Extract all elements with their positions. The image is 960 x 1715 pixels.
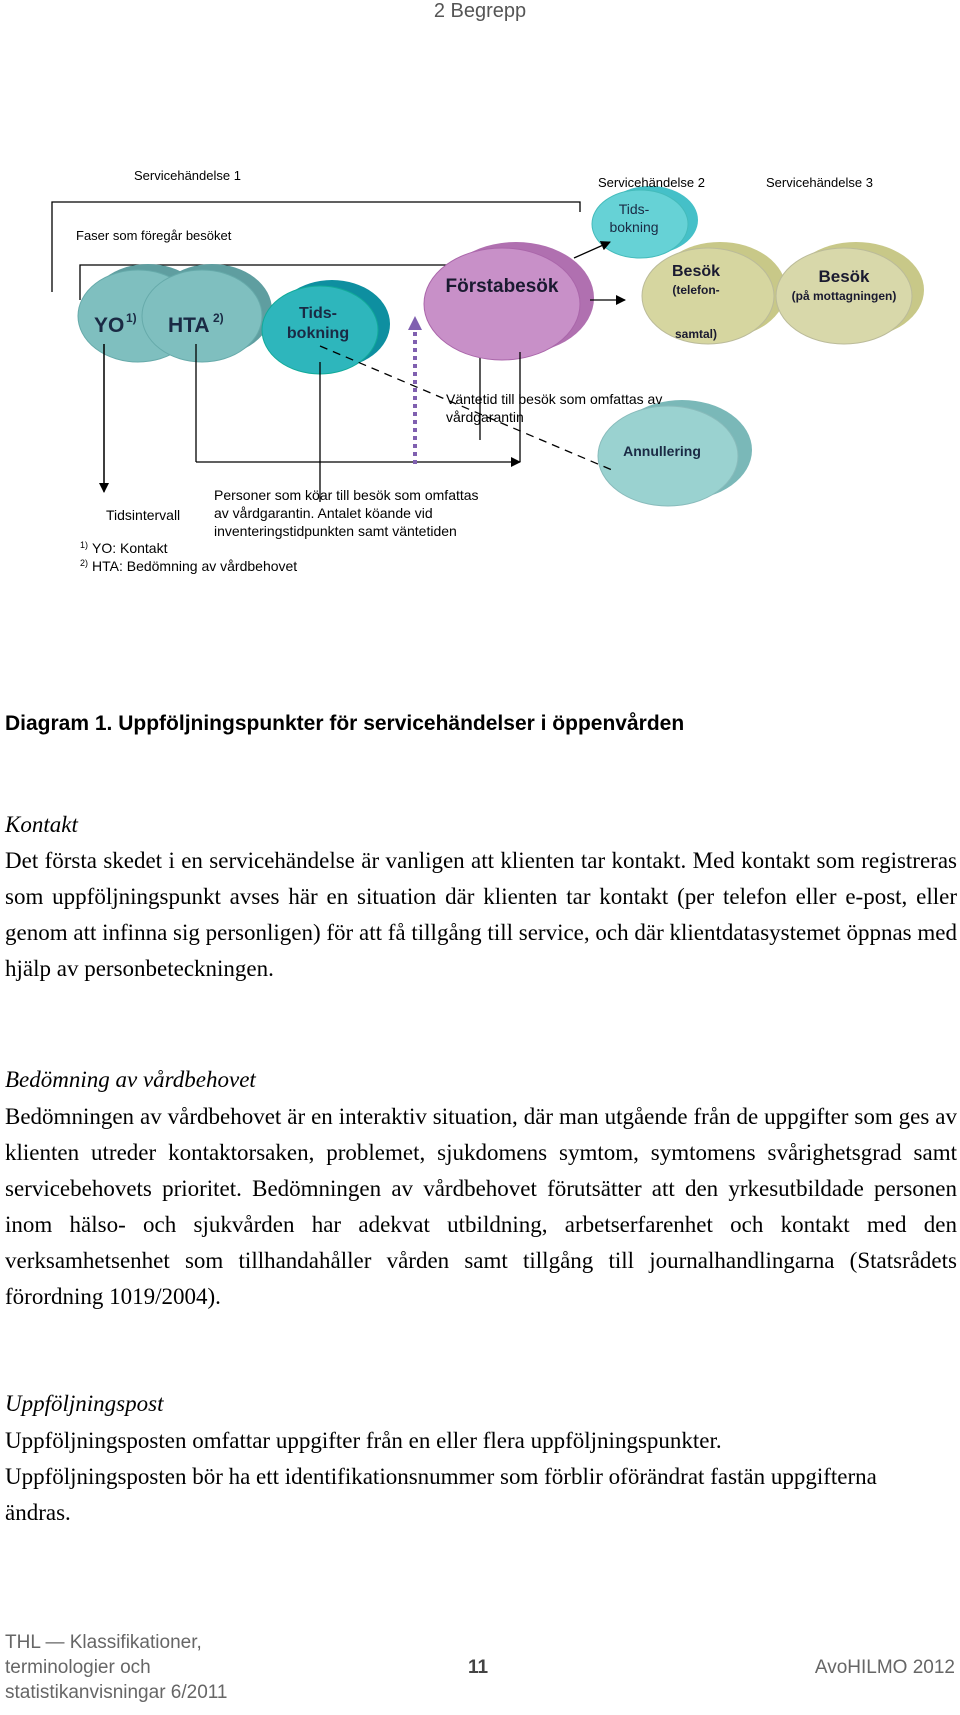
section-title-bedomning: Bedömning av vårdbehovet [5, 1067, 256, 1092]
yo-sup: 1) [126, 311, 137, 325]
ellipse-forstabesok [424, 242, 594, 360]
section-title-uppfoljningspost: Uppföljningspost [5, 1391, 164, 1416]
forstabesok-label: Förstabesök [445, 276, 559, 297]
footnote-2-sup: 2) [80, 558, 89, 568]
page-number: 11 [468, 1657, 489, 1678]
service-event-2-label: Servicehändelse 2 [598, 175, 705, 190]
hta-label: HTA [168, 314, 210, 337]
section-text-uppfoljningspost: Uppföljningsposten omfattar uppgifter från en eller flera uppföljningspunkter. Uppföljningsposten bör ha ett identifikationsnummer som förblir oförändrat fastän uppgifterna ändras. [5, 1428, 877, 1525]
service-event-1-label: Servicehändelse 1 [134, 168, 241, 183]
waiting-dashed-line [320, 346, 612, 470]
annullering-label: Annullering [623, 443, 701, 459]
tidsbokning-2-line1: Tids- [618, 201, 650, 217]
queue-label-line3: inventeringstidpunkten samt väntetiden [214, 523, 457, 539]
besok-telefon-title: Besök [671, 263, 721, 280]
footer-org-line1: THL — Klassifikationer, [5, 1632, 202, 1653]
queue-label-line2: av vårdgarantin. Antalet köande vid [214, 505, 433, 521]
hta-sup: 2) [213, 311, 224, 325]
footer-org-line3: statistikanvisningar 6/2011 [5, 1682, 228, 1703]
diagram-labels [76, 168, 896, 574]
besok-mottagning-title: Besök [818, 267, 870, 286]
diagram-caption: Diagram 1. Uppföljningspunkter för servicehändelser i öppenvården [5, 712, 685, 735]
service-event-3-label: Servicehändelse 3 [766, 175, 873, 190]
footnote-2-text: HTA: Bedömning av vårdbehovet [92, 558, 298, 574]
waiting-label-line2: vårdgarantin [446, 409, 524, 425]
tidsbokning-2-line2: bokning [609, 219, 659, 235]
besok-telefon-sub1: (telefon- [672, 283, 720, 297]
forstabesok-to-tidsbokning2-arrow [574, 242, 610, 258]
besok-mottagning-sub: (på mottagningen) [791, 289, 897, 303]
tidsbokning-1-line1: Tids- [299, 305, 337, 322]
page-header: 2 Begrepp [433, 0, 527, 22]
footer-org-line2: terminologier och [5, 1657, 151, 1678]
section-text-kontakt: Det första skedet i en servicehändelse är vanligen att klienten tar kontakt. Med kontakt som registreras som uppföljningspunkt avses här en situation där klienten tar kontakt (per telefon eller e-post, eller genom att infinna sig personligen) för att få tillgång till service, och där klientdatasystemet öppnas med hjälp av personbeteckningen. [5, 848, 957, 981]
inventory-arrowhead [408, 316, 422, 330]
tidsintervall-label: Tidsintervall [106, 507, 181, 523]
section-text-bedomning: Bedömningen av vårdbehovet är en interaktiv situation, där man utgående från de uppgifter som ges av klienten utreder kontaktorsaken, problemet, sjukdomens symtom, symtomens svårighetsgrad samt servicebehovets prioritet. Bedömningen av vårdbehovet förutsätter att den yrkesutbildade personen inom hälso- och sjukvården har adekvat utbildning, arbetserfarenhet och kontakt med den verksamhetsenhet som tillhandahåller vården samt tillgång till journalhandlingarna (Statsrådets förordning 1019/2004). [5, 1104, 957, 1309]
queue-label-line1: Personer som köar till besök som omfattas [214, 487, 479, 503]
besok-telefon-sub2: samtal) [674, 327, 718, 341]
service-events-diagram [0, 150, 960, 640]
footnote-1-text: YO: Kontakt [92, 540, 168, 556]
yo-label: YO [94, 314, 125, 337]
tidsbokning-1-line2: bokning [286, 325, 350, 342]
footer-organization [5, 1630, 228, 1705]
footer-doc-title: AvoHILMO 2012 [814, 1657, 955, 1678]
footnote-1-sup: 1) [80, 540, 89, 550]
phases-before-visit-label: Faser som föregår besöket [76, 228, 232, 243]
section-title-kontakt: Kontakt [5, 812, 78, 837]
waiting-label-line1: Väntetid till besök som omfattas av [446, 391, 663, 407]
